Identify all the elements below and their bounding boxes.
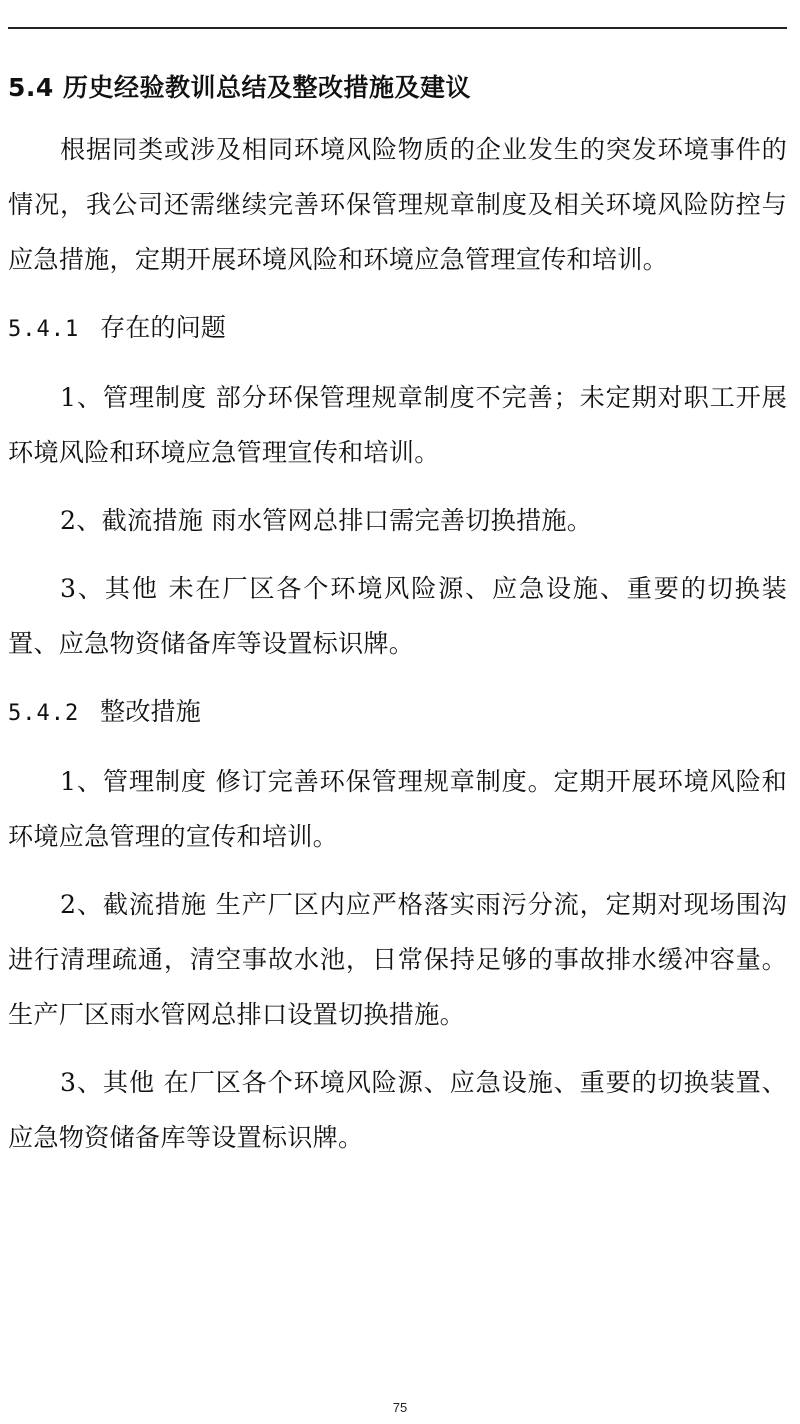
measure-item: 1、管理制度 修订完善环保管理规章制度。定期开展环境风险和环境应急管理的宣传和培训。: [8, 767, 787, 851]
problem-item: 2、截流措施 雨水管网总排口需完善切换措施。: [60, 506, 593, 535]
subsection-title: 存在的问题: [100, 313, 226, 342]
header-rule: [8, 27, 787, 29]
problem-item: 1、管理制度 部分环保管理规章制度不完善；未定期对职工开展环境风险和环境应急管理宣传和培训。: [8, 383, 787, 467]
problem-item: 3、其他 未在厂区各个环境风险源、应急设施、重要的切换装置、应急物资储备库等设置标识牌。: [8, 574, 787, 658]
document-body: [8, 60, 787, 1178]
subsection-number: 5.4.2: [8, 701, 80, 726]
subsection-title: 整改措施: [100, 697, 201, 726]
page-number: 75: [392, 1400, 408, 1415]
subsection-heading-problems: [8, 300, 787, 357]
measure-item: 2、截流措施 生产厂区内应严格落实雨污分流，定期对现场围沟进行清理疏通，清空事故水池，日常保持足够的事故排水缓冲容量。生产厂区雨水管网总排口设置切换措施。: [8, 890, 787, 1029]
section-heading: 5.4 历史经验教训总结及整改措施及建议: [8, 73, 471, 102]
subsection-number: 5.4.1: [8, 317, 80, 342]
measure-item: 3、其他 在厂区各个环境风险源、应急设施、重要的切换装置、应急物资储备库等设置标识牌。: [8, 1068, 787, 1152]
intro-paragraph: 根据同类或涉及相同环境风险物质的企业发生的突发环境事件的情况，我公司还需继续完善环保管理规章制度及相关环境风险防控与应急措施，定期开展环境风险和环境应急管理宣传和培训。: [8, 135, 787, 274]
subsection-heading-measures: [8, 684, 787, 741]
